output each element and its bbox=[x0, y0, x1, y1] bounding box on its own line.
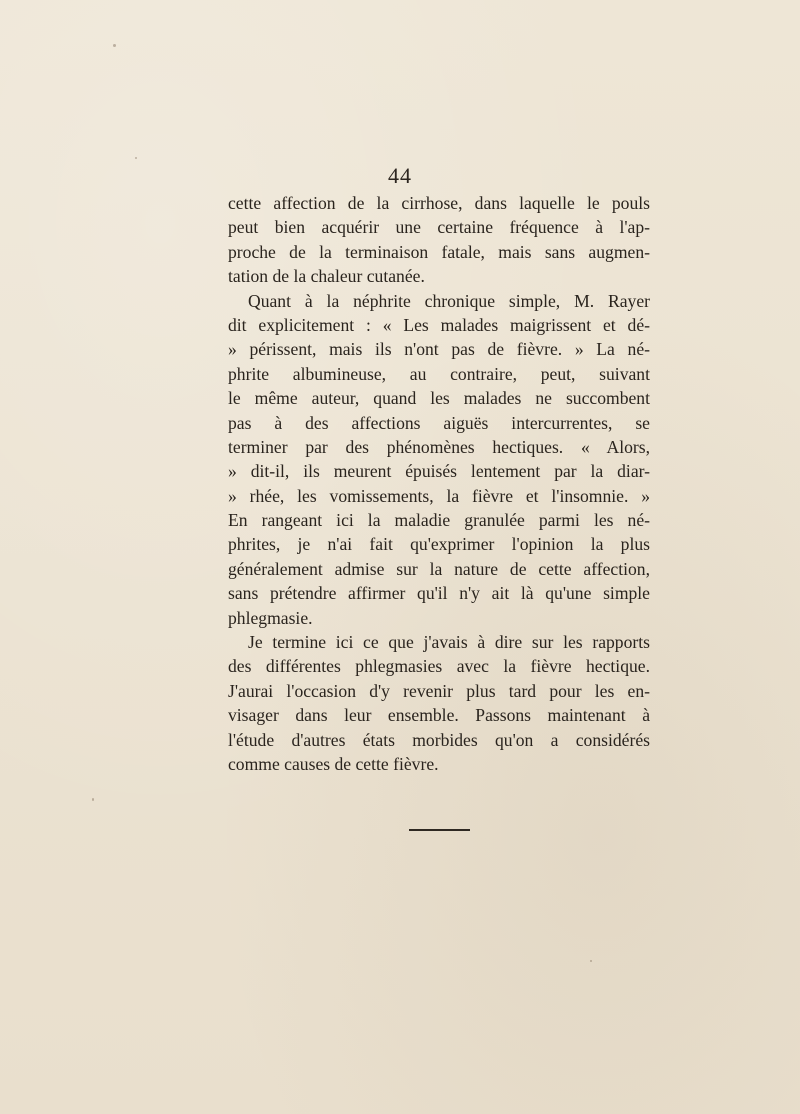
paragraph-start-line: Je termine ici ce que j'avais à dire sur les rapports bbox=[248, 632, 650, 653]
text-line: l'étude d'autres états morbides qu'on a considérés bbox=[228, 729, 650, 750]
text-line: En rangeant ici la maladie granulée parmi les né- bbox=[228, 510, 650, 531]
text-line: peut bien acquérir une certaine fréquence à l'ap- bbox=[228, 217, 650, 238]
text-line: phrite albumineuse, au contraire, peut, suivant bbox=[228, 363, 650, 384]
text-line: des différentes phlegmasies avec la fièvre hectique. bbox=[228, 656, 650, 677]
section-end-rule bbox=[409, 829, 470, 831]
text-line: » périssent, mais ils n'ont pas de fièvre. » La né- bbox=[228, 339, 650, 360]
text-line: dit explicitement : « Les malades maigrissent et dé- bbox=[228, 314, 650, 335]
page-number: 44 bbox=[388, 163, 412, 188]
text-line: tation de la chaleur cutanée. bbox=[228, 266, 425, 287]
text-line: comme causes de cette fièvre. bbox=[228, 753, 439, 774]
text-line: sans prétendre affirmer qu'il n'y ait là qu'une simple bbox=[228, 583, 650, 604]
text-line: J'aurai l'occasion d'y revenir plus tard pour les en- bbox=[228, 680, 650, 701]
paper-speck bbox=[135, 157, 137, 159]
text-line: généralement admise sur la nature de cette affection, bbox=[228, 558, 650, 579]
text-line: phlegmasie. bbox=[228, 607, 313, 628]
text-line: phrites, je n'ai fait qu'exprimer l'opinion la plus bbox=[228, 534, 650, 555]
text-line: » dit-il, ils meurent épuisés lentement par la diar- bbox=[228, 461, 650, 482]
text-line: » rhée, les vomissements, la fièvre et l'insomnie. » bbox=[228, 485, 650, 506]
text-line: visager dans leur ensemble. Passons maintenant à bbox=[228, 705, 650, 726]
paragraph-start-line: Quant à la néphrite chronique simple, M. Rayer bbox=[248, 290, 650, 311]
paper-speck bbox=[590, 960, 592, 962]
text-line: terminer par des phénomènes hectiques. « Alors, bbox=[228, 436, 650, 457]
text-line: pas à des affections aiguës intercurrentes, se bbox=[228, 412, 650, 433]
text-line: le même auteur, quand les malades ne succombent bbox=[228, 388, 650, 409]
text-line: cette affection de la cirrhose, dans laquelle le pouls bbox=[228, 193, 650, 213]
paper-speck bbox=[113, 44, 116, 47]
text-line: proche de la terminaison fatale, mais sans augmen- bbox=[228, 241, 650, 262]
paper-speck bbox=[92, 798, 94, 801]
body-text bbox=[228, 191, 650, 776]
